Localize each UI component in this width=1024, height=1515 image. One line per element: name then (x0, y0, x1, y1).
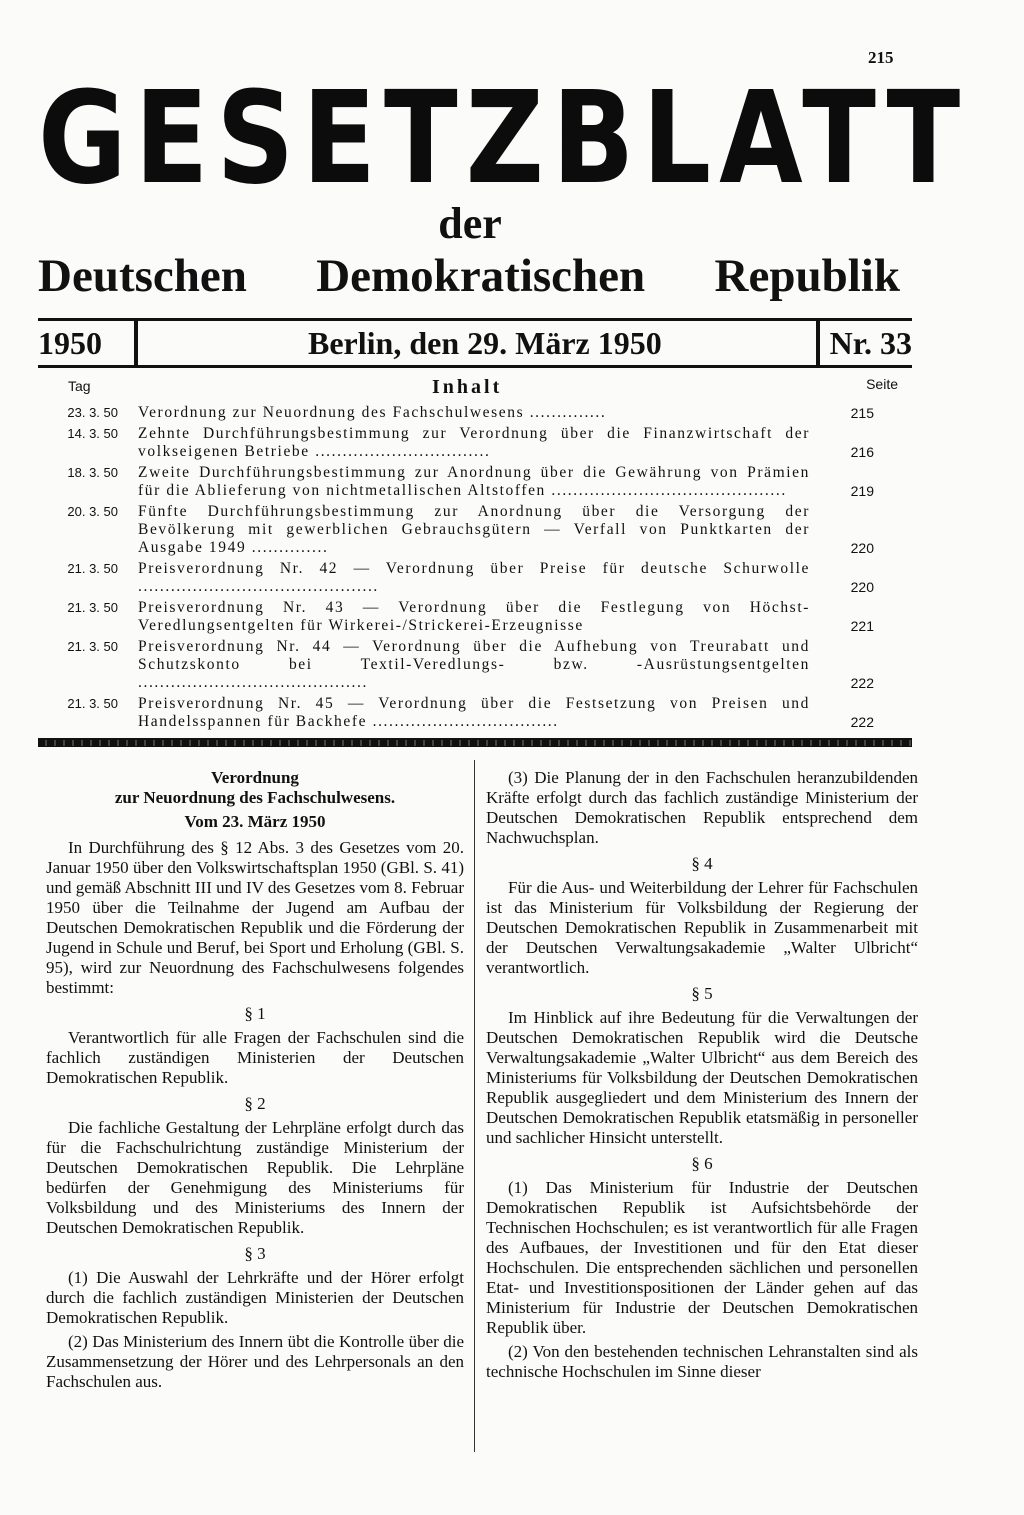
dateline-divider (816, 321, 820, 365)
page-number: 215 (868, 48, 894, 67)
section-text: (3) Die Planung der in den Fachschulen heranzubildenden Kräfte erfolgt durch das fachlich zuständige Ministerium der Deutschen Demokratischen Republik entsprechend dem Nachwuchsplan. (486, 768, 918, 847)
column-divider (474, 760, 475, 1452)
toc-col-inhalt: Inhalt (432, 376, 503, 398)
section-text: Für die Aus- und Weiterbildung der Lehrer für Fachschulen ist das Ministerium für Volksbildung der Regierung der Deutschen Demokratischen Republik in Zusammenarbeit mit der Deutschen Verwaltungsakademie „Walter Ulbricht“ verantwortlich. (486, 878, 918, 977)
toc-date: 14. 3. 50 (67, 426, 118, 441)
toc-entry[interactable] (38, 638, 912, 692)
toc-page: 222 (850, 714, 874, 730)
toc-page: 222 (850, 675, 874, 691)
toc-entry[interactable] (38, 560, 912, 596)
dateline-divider (134, 321, 138, 365)
article-column-left (46, 768, 464, 1396)
toc-title: Preisverordnung Nr. 43 — Verordnung über die Festlegung von Höchst-Veredlungsentgelten für Wirkerei-/Strickerei-Erzeugnisse (138, 599, 810, 634)
section-text: (2) Von den bestehenden technischen Lehranstalten sind als technische Hochschulen im Sinne dieser (486, 1342, 918, 1381)
toc-entry[interactable] (38, 404, 912, 422)
toc-title: Preisverordnung Nr. 44 — Verordnung über die Aufhebung von Treurabatt und Schutzskonto bei Textil-Veredlungs- bzw. -Ausrüstungsentgelten .......................................... (138, 638, 810, 691)
decorative-separator (38, 738, 912, 747)
toc-title: Zweite Durchführungsbestimmung zur Anordnung über die Gewährung von Prämien für die Ablieferung von nichtmetallischen Altstoffen ........................................... (138, 464, 810, 499)
section-text: (2) Das Ministerium des Innern übt die Kontrolle über die Zusammensetzung der Hörer und des Lehrpersonals an den Fachschulen aus. (46, 1332, 464, 1391)
toc-entry[interactable] (38, 695, 912, 731)
issue-year: 1950 (38, 325, 102, 361)
toc-page: 220 (850, 540, 874, 556)
toc-title: Preisverordnung Nr. 45 — Verordnung über die Festsetzung von Preisen und Handelsspannen für Backhefe .................................. (138, 695, 810, 730)
toc-header (38, 376, 912, 400)
ordinance-title: Verordnung (211, 768, 299, 787)
ordinance-date: Vom 23. März 1950 (184, 812, 326, 831)
toc-title: Zehnte Durchführungsbestimmung zur Verordnung über die Finanzwirtschaft der volkseigenen Betriebe ................................ (138, 425, 810, 460)
toc-title: Preisverordnung Nr. 42 — Verordnung über Preise für deutsche Schurwolle ............................................ (138, 560, 810, 595)
toc-date: 23. 3. 50 (67, 405, 118, 420)
issue-number: Nr. 33 (829, 325, 912, 361)
section-heading: § 4 (691, 854, 713, 873)
toc-title: Verordnung zur Neuordnung des Fachschulwesens .............. (138, 404, 607, 421)
masthead-der: der (438, 199, 502, 248)
section-heading: § 6 (691, 1154, 713, 1173)
toc-date: 21. 3. 50 (67, 639, 118, 654)
ordinance-subtitle: zur Neuordnung des Fachschulwesens. (114, 788, 396, 807)
section-text: Im Hinblick auf ihre Bedeutung für die Verwaltungen der Deutschen Demokratischen Republik wird die Deutsche Verwaltungsakademie „Walter Ulbricht“ aus dem Bereich des Ministeriums für Volksbildung der Deutschen Demokratischen Republik ausgegliedert und dem Ministerium des Innern der Deutschen Demokratischen Republik etatsmäßig in personeller und sachlicher Hinsicht unterstellt. (486, 1008, 918, 1147)
masthead-republic: Deutschen Demokratischen Republik (38, 250, 900, 302)
place-date: Berlin, den 29. März 1950 (308, 325, 662, 361)
toc-page: 220 (850, 579, 874, 595)
toc-col-seite: Seite (866, 376, 898, 392)
toc-date: 21. 3. 50 (67, 561, 118, 576)
masthead-title: GESETZBLATT (38, 65, 969, 213)
ordinance-intro: In Durchführung des § 12 Abs. 3 des Gesetzes vom 20. Januar 1950 über den Volkswirtschaftsplan 1950 (GBl. S. 41) und gemäß Abschnitt III und IV des Gesetzes vom 8. Februar 1950 über die Teilnahme der Jugend am Aufbau der Deutschen Demokratischen Republik und die Förderung der Jugend in Schule und Beruf, bei Sport und Erholung (GBl. S. 95), wird zur Neuordnung des Fachschulwesens folgendes bestimmt: (46, 838, 464, 997)
toc-entry[interactable] (38, 599, 912, 635)
toc-page: 215 (850, 405, 874, 421)
section-text: (1) Die Auswahl der Lehrkräfte und der Hörer erfolgt durch die fachlich zuständigen Ministerien der Deutschen Demokratischen Republik. (46, 1268, 464, 1327)
section-text: (1) Das Ministerium für Industrie der Deutschen Demokratischen Republik ist Aufsichtsbehörde der Technischen Hochschulen; es ist verantwortlich für alle Fragen des Aufbaues, der Investitionen und für den Etat dieser Hochschulen. Die entsprechenden sächlichen und personellen Etat- und Investitionspositionen der Länder gehen auf das Ministerium für Industrie der Deutschen Demokratischen Republik über. (486, 1178, 918, 1337)
toc-page: 221 (850, 618, 874, 634)
toc-entry[interactable] (38, 464, 912, 500)
toc-title: Fünfte Durchführungsbestimmung zur Anordnung über die Versorgung der Bevölkerung mit gewerblichen Gebrauchsgütern — Verfall von Punktkarten der Ausgabe 1949 .............. (138, 503, 810, 556)
dateline (38, 318, 912, 368)
toc-date: 21. 3. 50 (67, 600, 118, 615)
toc-page: 216 (850, 444, 874, 460)
section-text: Verantwortlich für alle Fragen der Fachschulen sind die fachlich zuständigen Ministerien der Deutschen Demokratischen Republik. (46, 1028, 464, 1087)
toc-page: 219 (850, 483, 874, 499)
section-heading: § 2 (244, 1094, 266, 1113)
section-text: Die fachliche Gestaltung der Lehrpläne erfolgt durch das für die Fachschulrichtung zuständige Ministerium der Deutschen Demokratischen Republik. Die Lehrpläne bedürfen der Genehmigung des Ministeriums für Volksbildung und des Ministeriums des Innern der Deutschen Demokratischen Republik. (46, 1118, 464, 1237)
toc-date: 20. 3. 50 (67, 504, 118, 519)
section-heading: § 1 (244, 1004, 266, 1023)
section-heading: § 5 (691, 984, 713, 1003)
article-column-right (486, 768, 918, 1386)
toc-entry[interactable] (38, 425, 912, 461)
toc-entry[interactable] (38, 503, 912, 557)
toc-date: 21. 3. 50 (67, 696, 118, 711)
toc-date: 18. 3. 50 (67, 465, 118, 480)
toc-col-tag: Tag (68, 378, 91, 394)
section-heading: § 3 (244, 1244, 266, 1263)
table-of-contents (38, 404, 912, 734)
